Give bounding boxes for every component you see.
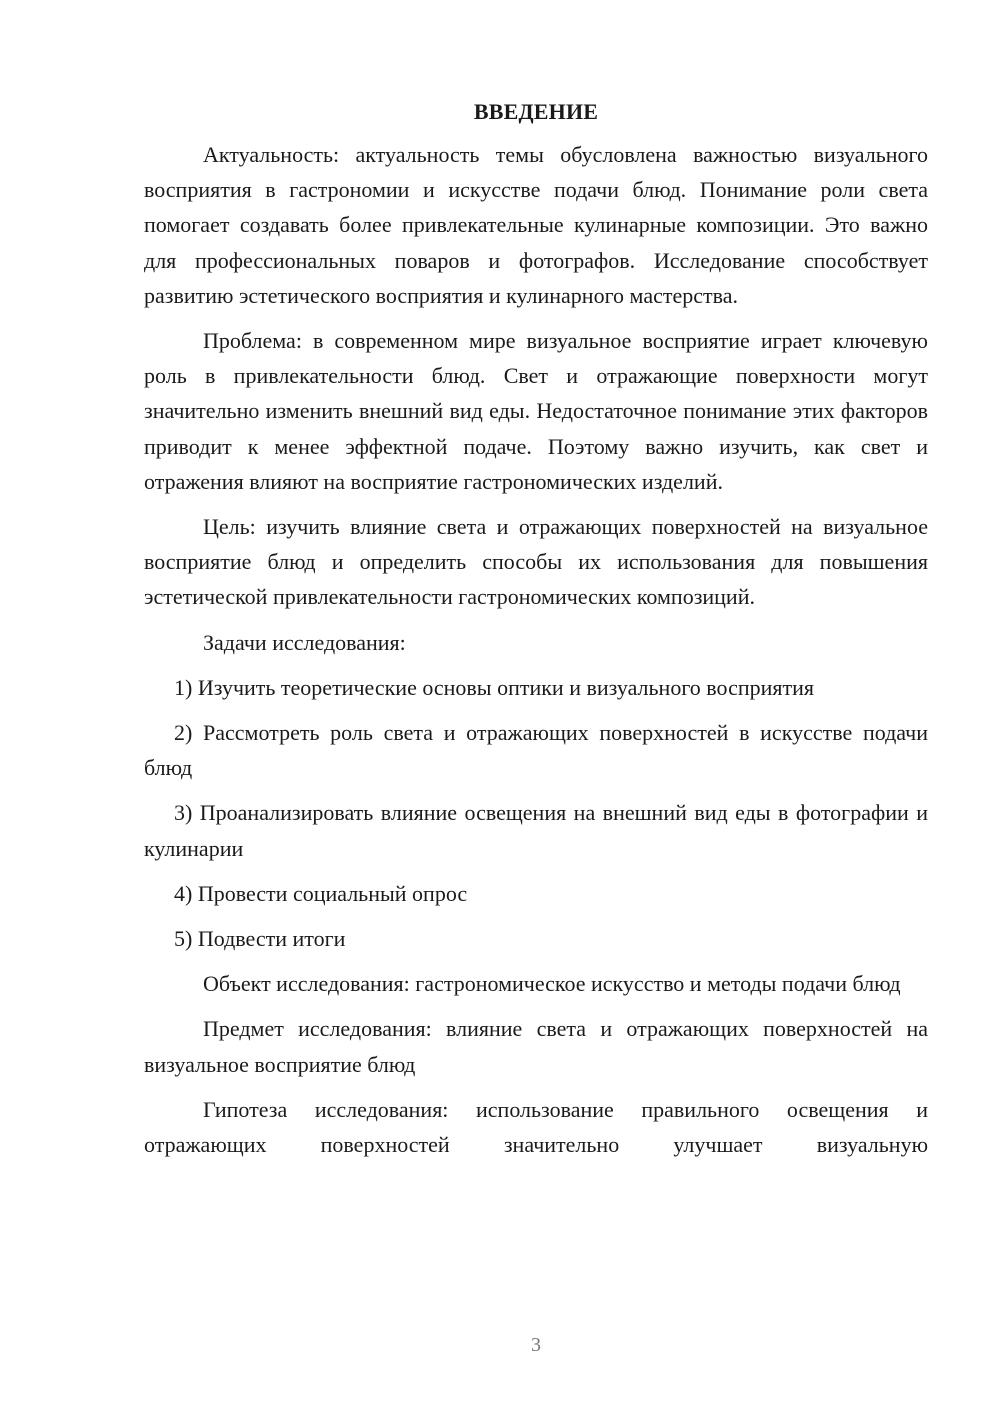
section-title: ВВЕДЕНИЕ: [473, 99, 599, 124]
page-number: 3: [531, 1334, 541, 1356]
task-item-2: 2) Рассмотреть роль света и отражающих поверхностей в искусстве подачи блюд: [144, 720, 928, 781]
paragraph-subject: Предмет исследования: влияние света и отражающих поверхностей на визуальное восприятие блюд: [144, 1016, 928, 1077]
paragraph-hypothesis: Гипотеза исследования: использование правильного освещения и отражающих поверхностей значительно улучшает визуальную: [144, 1096, 928, 1158]
task-item-5: 5) Подвести итоги: [174, 926, 346, 952]
task-item-4: 4) Провести социальный опрос: [174, 880, 468, 906]
paragraph-problem: Проблема: в современном мире визуальное восприятие играет ключевую роль в привлекательности блюд. Свет и отражающие поверхности могут значительно изменить внешний вид еды. Недостаточное понимание этих факторов приводит к менее эффектной подаче. Поэтому важно изучить, как свет и отражения влияют на восприятие гастрономических изделий.: [144, 328, 928, 494]
document-page: [144, 94, 928, 1162]
task-item-1: 1) Изучить теоретические основы оптики и визуального восприятия: [174, 674, 815, 700]
paragraph-object: Объект исследования: гастрономическое искусство и методы подачи блюд: [203, 971, 901, 997]
paragraph-goal: Цель: изучить влияние света и отражающих поверхностей на визуальное восприятие блюд и определить способы их использования для повышения эстетической привлекательности гастрономических композиций.: [144, 514, 928, 610]
paragraph-tasks-heading: Задачи исследования:: [203, 629, 406, 655]
task-item-3: 3) Проанализировать влияние освещения на внешний вид еды в фотографии и кулинарии: [144, 800, 928, 861]
paragraph-relevance: Актуальность: актуальность темы обусловлена важностью визуального восприятия в гастрономии и искусстве подачи блюд. Понимание роли света помогает создавать более привлекательные кулинарные композиции. Это важно для профессиональных поваров и фотографов. Исследование способствует развитию эстетического восприятия и кулинарного мастерства.: [144, 142, 928, 308]
